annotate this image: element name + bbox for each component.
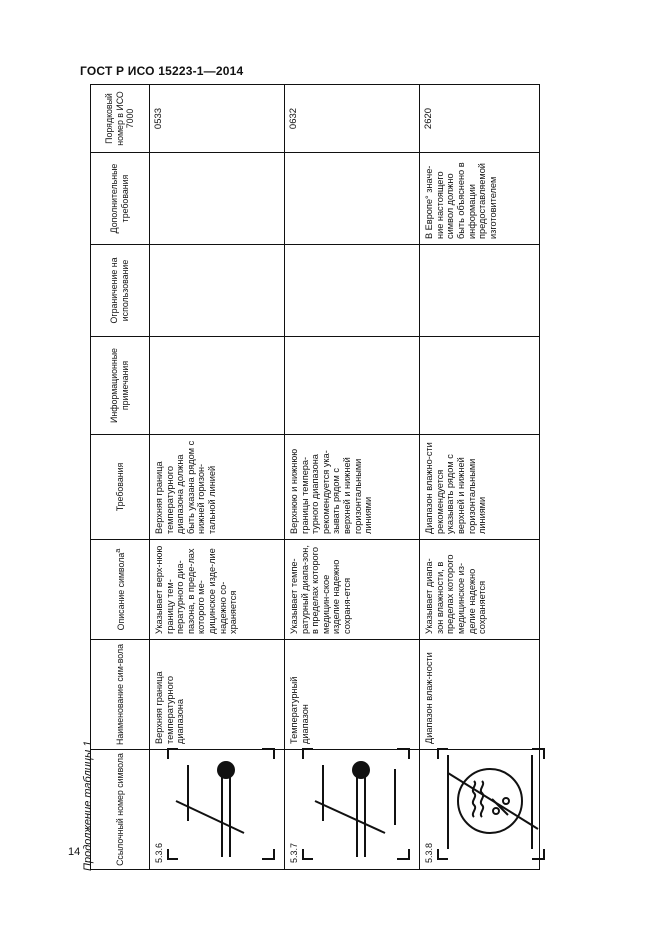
symbol-name: Температурный диапазон xyxy=(285,640,420,750)
col-requirements: Требования xyxy=(91,435,150,540)
table-header-row xyxy=(91,85,150,870)
col-restriction: Ограничение на использование xyxy=(91,245,150,337)
col-symbol-name: Наименование сим-вола xyxy=(91,640,150,750)
col-info-notes: Информационные примечания xyxy=(91,337,150,435)
additional-requirements xyxy=(150,153,285,245)
symbol-requirements: Диапазон влажно-сти рекомендуется указывать рядом с верхней и нижней горизонтальными линиями xyxy=(420,435,540,540)
symbol-name: Верхняя граница температурного диапазона xyxy=(150,640,285,750)
document-header: ГОСТ Р ИСО 15223-1—2014 xyxy=(80,64,244,78)
iso-number: 0533 xyxy=(150,85,285,153)
iso-number: 0632 xyxy=(285,85,420,153)
ref-number: 5.3.8 xyxy=(424,842,435,863)
info-notes xyxy=(150,337,285,435)
ref-number: 5.3.7 xyxy=(289,842,300,863)
symbol-requirements: Верхняя граница температурного диапазона должна быть указана рядом с нижней горизон-тальной линией xyxy=(150,435,285,540)
symbol-description: Указывает темпе-ратурный диапа-зон, в пределах которого медицин-ское изделие надежно сохраня-ется xyxy=(285,540,420,640)
col-ref-number: Ссылочный номер символа xyxy=(91,750,150,870)
symbol-cell xyxy=(150,750,285,870)
additional-requirements: В Европе° значе-ние настоящего символ должно быть объяснено в информации предоставляемой изготовителем xyxy=(420,153,540,245)
temperature-limit-icon xyxy=(299,745,411,863)
upper-temperature-limit-icon xyxy=(164,745,276,863)
symbol-name: Диапазон влаж-ности xyxy=(420,640,540,750)
humidity-limitation-icon xyxy=(434,745,546,863)
symbol-description: Указывает диапа-зон влажности, в пределах которого медицинское из-делие надежно сохраняется xyxy=(420,540,540,640)
table-row xyxy=(150,85,285,870)
restriction xyxy=(420,245,540,337)
info-notes xyxy=(420,337,540,435)
symbol-description: Указывает верх-нюю границу тем-пературного диа-пазона, в преде-лах которого ме-дицинское изде-лие надежно со-храняется xyxy=(150,540,285,640)
ref-number: 5.3.6 xyxy=(154,842,164,863)
symbol-requirements: Верхнюю и нижнюю границы темпера-турного диапазона рекомендуется ука-зывать рядом с верхней и нижней горизонтальными линиями xyxy=(285,435,420,540)
page-number: 14 xyxy=(68,846,81,858)
table-caption: Продолжение таблицы 1 xyxy=(82,740,94,871)
table-row xyxy=(285,85,420,870)
additional-requirements xyxy=(285,153,420,245)
iso-number: 2620 xyxy=(420,85,540,153)
restriction xyxy=(150,245,285,337)
restriction xyxy=(285,245,420,337)
table-row xyxy=(420,85,540,870)
col-symbol-description xyxy=(91,540,150,640)
col-iso-7000-number: Порядковый номер в ИСО 7000 xyxy=(91,85,150,153)
symbol-cell xyxy=(285,750,420,870)
footnote-marker: a xyxy=(113,548,123,553)
symbols-table xyxy=(90,85,540,870)
info-notes xyxy=(285,337,420,435)
col-additional-requirements: Дополнительные требования xyxy=(91,153,150,245)
col-symbol-description-label: Описание символа xyxy=(116,552,127,631)
symbol-cell xyxy=(420,750,540,870)
